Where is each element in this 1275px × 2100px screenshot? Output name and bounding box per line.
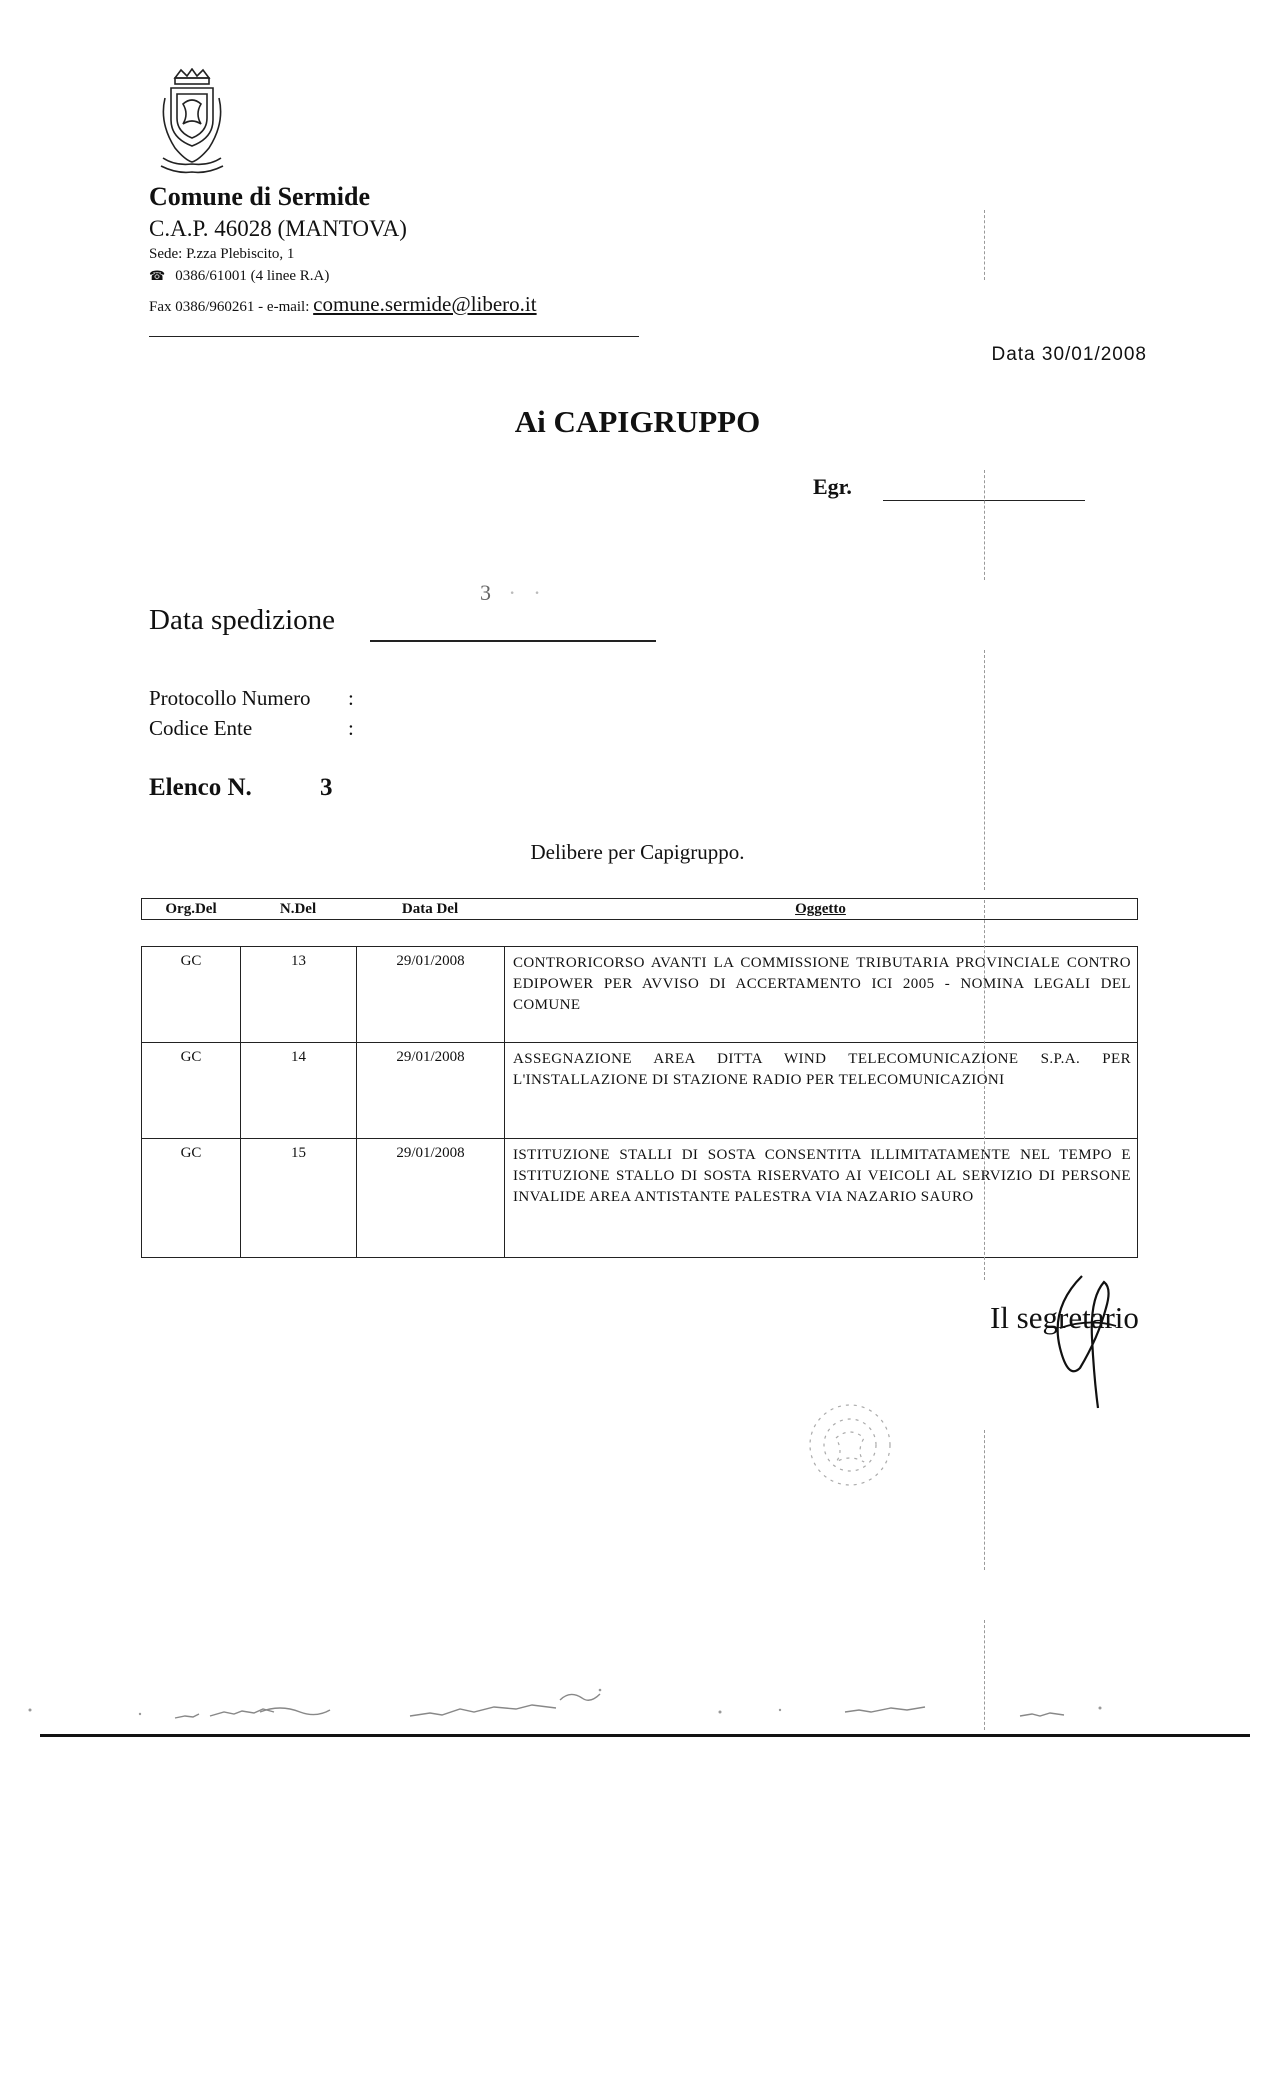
stamp-digit: 3	[480, 580, 497, 605]
org-postal-line: C.A.P. 46028 (MANTOVA)	[149, 216, 407, 241]
scan-fold-mark	[984, 900, 985, 1280]
column-header: Org.Del	[165, 900, 217, 917]
scan-fold-mark	[984, 1430, 985, 1570]
scan-noise-marks	[0, 1660, 1275, 1726]
document-title: Ai CAPIGRUPPO	[514, 404, 761, 439]
column-header: N.Del	[279, 900, 317, 917]
cell-org: GC	[180, 1049, 202, 1065]
codice-ente-colon: :	[348, 716, 354, 740]
org-fax-line	[149, 292, 537, 317]
cell-org: GC	[180, 953, 202, 969]
cell-subject: ISTITUZIONE STALLI DI SOSTA CONSENTITA ILLIMITATAMENTE NEL TEMPO E ISTITUZIONE STALLO DI SOSTA RISERVATO AI VEICOLI AL SERVIZIO DI PERSONE INVALIDE AREA ANTISTANTE PALESTRA VIA NAZARIO SAURO	[504, 1139, 1137, 1257]
cell-number: 13	[240, 947, 356, 1042]
table-header	[141, 898, 1138, 920]
cell-date: 29/01/2008	[356, 947, 504, 1042]
org-fax: Fax 0386/960261 - e-mail:	[149, 299, 314, 315]
table-row	[142, 947, 1137, 1042]
cell-number: 14	[240, 1043, 356, 1138]
header-divider	[149, 336, 639, 337]
org-name: Comune di Sermide	[149, 182, 370, 211]
spedizione-blank-line	[370, 640, 656, 642]
deliberations-table	[141, 946, 1138, 1258]
protocollo-colon: :	[348, 686, 354, 710]
org-address: Sede: P.zza Plebiscito, 1	[149, 246, 295, 262]
protocollo-label: Protocollo Numero	[149, 686, 311, 710]
scan-fold-mark	[984, 210, 985, 280]
cell-org: GC	[180, 1145, 202, 1161]
org-email-link[interactable]: comune.sermide@libero.it	[313, 292, 537, 316]
elenco-label: Elenco N.	[149, 774, 252, 801]
cell-subject: CONTRORICORSO AVANTI LA COMMISSIONE TRIBUTARIA PROVINCIALE CONTRO EDIPOWER PER AVVISO DI ACCERTAMENTO ICI 2005 - NOMINA LEGALI DEL COMUNE	[504, 947, 1137, 1042]
codice-ente-label: Codice Ente	[149, 716, 253, 740]
org-phone-number: 0386/61001 (4 linee R.A)	[175, 268, 330, 284]
scan-fold-mark	[984, 470, 985, 580]
list-subtitle: Delibere per Capigruppo.	[530, 840, 745, 864]
recipient-label: Egr.	[813, 474, 852, 499]
elenco-number: 3	[320, 774, 333, 801]
faint-stamp-seal-icon	[800, 1390, 900, 1500]
handwritten-signature-icon	[1020, 1268, 1140, 1410]
signature-label: Il segretario	[990, 1300, 1139, 1335]
column-header: Oggetto	[795, 900, 846, 917]
column-header: Data Del	[401, 900, 459, 917]
spedizione-label: Data spedizione	[149, 604, 336, 636]
footer-rule	[40, 1734, 1250, 1737]
telephone-icon: ☎	[149, 268, 166, 283]
scan-fold-mark	[984, 650, 985, 890]
org-phone-line	[149, 268, 329, 285]
document-date: Data 30/01/2008	[991, 344, 1147, 365]
cell-date: 29/01/2008	[356, 1139, 504, 1257]
table-row	[142, 1138, 1137, 1257]
cell-subject: ASSEGNAZIONE AREA DITTA WIND TELECOMUNICAZIONE S.P.A. PER L'INSTALLAZIONE DI STAZIONE RADIO PER TELECOMUNICAZIONI	[504, 1043, 1137, 1138]
date-stamp-faint: 3 · ·	[480, 580, 547, 605]
coat-of-arms-icon	[155, 68, 229, 178]
cell-number: 15	[240, 1139, 356, 1257]
cell-date: 29/01/2008	[356, 1043, 504, 1138]
table-row	[142, 1042, 1137, 1138]
